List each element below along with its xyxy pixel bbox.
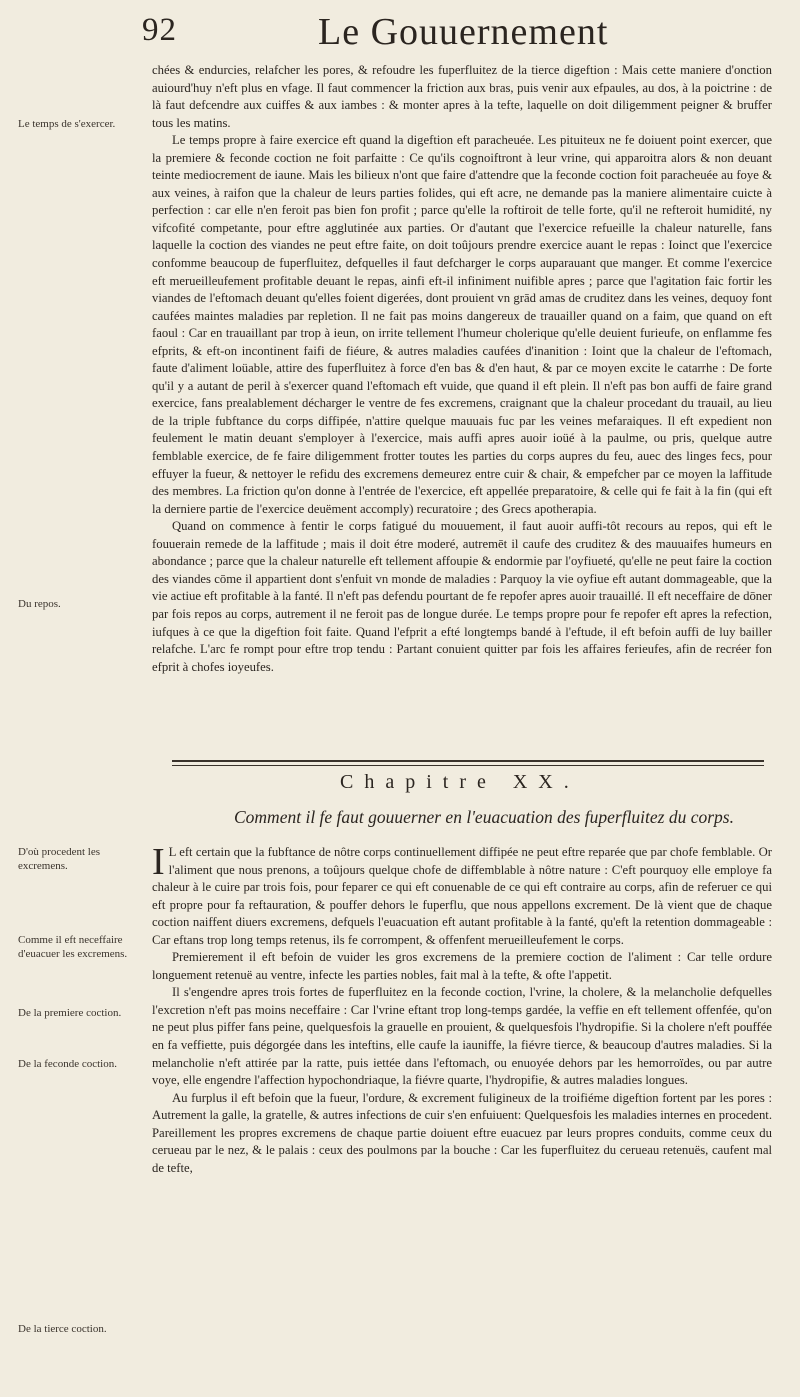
margin-note: D'où procedent les excremens.	[18, 846, 101, 872]
paragraph: Premierement il eft befoin de vuider les gros excremens de la premiere coction de l'aliment : Car telle ordure longuement retenuë au ventre, infecte les parties nobles, fait mal à la tefte, & ofte l'appetit.	[152, 950, 772, 982]
paragraph: chées & endurcies, relafcher les pores, & refoudre les fuperfluitez de la tierce digeftion : Mais cette maniere d'onction auiourd'huy n'eft plus en vfage. Il faut commencer la friction aux bras, puis venir aux efpaules, au dos, à la poictrine : de là faut defcendre aux cuiffes & aux iambes : & monter apres à la tefte, laquelle on doit diligemment peigner & bruffer tous les matins.	[152, 63, 772, 130]
drop-cap: I	[152, 841, 165, 883]
paragraph: Quand on commence à fentir le corps fatigué du mouuement, il faut auoir auffi-tôt recours au repos, qui eft le fouuerain remede de la laffitude ; mais il doit étre moderé, autremēt il caufe des cruditez & des mauuaifes humeurs en abondance ; parce que la chaleur naturelle eft tellement affoupie & endormie par l'oyfiueté, qu'elle ne peut faire la coction des viandes cōme il appartient dont s'enfuit vn monde de maladies : Parquoy la vie oyfiue eft autant dommageable, que la vie actiue eft profitable à la fanté. Il n'eft pas defendu pourtant de fe repofer apres auoir trauaillé. Il eft neceffaire de dōner par fois repos au corps, autrement il ne feroit pas de longue durée. Le temps propre pour fe repofer eft apres la refection, iufques à ce que la digeftion foit faite. Quand l'efprit a efté longtemps bandé à l'eftude, il eft befoin auffi de luy bailler relafche. L'arc fe rompt pour eftre trop tendu : Partant conuient quitter par fois les affaires ferieufes, afin de recréer fon efprit à chofes ioyeufes.	[152, 519, 772, 674]
running-title: Le Gouuernement	[318, 11, 609, 53]
margin-note: De la feconde coction.	[18, 1058, 117, 1070]
paragraph: Le temps propre à faire exercice eft quand la digeftion eft paracheuée. Les pituiteux ne fe doiuent point exercer, que la premiere & feconde coction ne foit parfaitte : Ce qu'ils cognoiftront à leur vrine, qui apparoitra alors & non deuant teinte mediocrement de iaune. Mais les bilieux n'ont que faire d'attendre que la feconde coction foit paracheuée au foye & aux veines, à raifon que la chaleur de leurs parties folides, qui eft acre, ne demande pas la maniere alimentaire cuicte à perfection : car elle n'en feroit pas bien fon profit ; parce qu'elle la roftiroit de telle forte, qu'il ne refteroit humidité, ny vifcofité competante, pour eftre agglutinée aux parties. Or d'autant que l'exercice refueille la chaleur naturelle, fans laquelle la coction des viandes ne peut eftre faite, on doit toûjours prendre exercice auant le repas : Ioinct que l'exercice confomme beaucoup de fuperfluitez, defquelles il faut defcharger le corps auparauant que manger. Et comme l'exercice eft merueilleufement profitable deuant le repas, ainfi eft-il infiniment nuifible apres ; parce que l'agitation faic fortir les viandes de l'eftomach deuant qu'elles foient digerées, dont prouient vn grād amas de cruditez dans les veines, dequoy font caufées maintes maladies par repletion. Il ne fait pas moins dangereux de trauailler quand on a faim, que quand on eft faoul : Car en trauaillant par trop à ieun, on irrite tellement l'humeur cholerique qu'elle deuient furieufe, on enflamme fes efprits, & eft-on incontinent faifi de fiéure, & autres maladies caufées d'inanition : Ioint que la chaleur de l'eftomach, faute d'aliment loüable, attire des fuperfluitez à force d'en bas & d'en haut, & par ce moyen excite le catarrhe : De forte qu'il y a autant de peril à s'exercer quand l'eftomach eft vuide, que quand il eft plein. Il n'eft pas bon auffi de faire grand exercice, fans prealablement décharger le ventre de fes excremens, craignant que la chaleur procedant du trauail, au lieu de la triple fubftance du corps diffipée, n'attire quelque mauuais fuc par les veines mefaraiques. Il eft expedient non feulement le matin deuant s'employer à l'exercice, mais auffi apres auoir ioüé à la paulme, ou pris, quelque autre femblable exercice, de fe faire diligemment frotter toutes les parties du corps aupres du feu, auec des linges fecs, pour effuyer la fueur, & nettoyer le refidu des excremens demeurez entre cuir & chair, & empefcher par ce moyen la laffitude des membres. La friction qu'on donne à l'entrée de l'exercice, eft appellée preparatoire, & celle qui fe fait à la fin (qui eft la derniere partie de l'exercice deuëment accomply) recuratoire ; des Grecs apotherapia.	[152, 133, 772, 516]
margin-note: Du repos.	[18, 598, 61, 610]
paragraph-text: L eft certain que la fubftance de nôtre corps continuellement diffipée ne peut eftre reparée que par chofe femblable. Or l'aliment que nous prenons, a toûjours quelque chofe de diffemblable à nôtre nature : C'eft pourquoy elle employe fa chaleur à le cuire par trois fois, pour feparer ce qui eft conuenable de ce qui eft contraire au corps, afin de referuer ce qui eft propre pour fa reftauration, & pouffer dehors le fuperflu, que nous appellons excrement. De là vient que de chaque coction naiffent diuers excremens, defquels l'euacuation eft autant profitable à la fanté, qu'eft la retention dommageable : Car eftans trop long temps retenus, ils fe corrompent, & offenfent merueilleufement le corps.	[152, 845, 772, 947]
body-text-section-2	[152, 841, 772, 1177]
body-text-section-1	[152, 62, 772, 676]
margin-note: De la tierce coction.	[18, 1323, 107, 1335]
paragraph: Au furplus il eft befoin que la fueur, l'ordure, & excrement fuligineux de la troifiéme digeftion fortent par les pores : Autrement la galle, la gratelle, & autres infections de cuir s'en enfuiuent: Quelquesfois les maladies internes en procedent. Pareillement les propres excremens de chaque partie doiuent eftre euacuez par leurs propres conduits, comme ceux du cerueau par le nez, & le palais : ceux des poulmons par la bouche : Car les fuperfluitez du cerueau retenuës, caufent mal de tefte,	[152, 1090, 772, 1175]
paragraph	[152, 841, 772, 949]
chapter-heading: Chapitre XX.	[340, 771, 580, 793]
paragraph: Il s'engendre apres trois fortes de fuperfluitez en la feconde coction, l'vrine, la cholere, & la melancholie defquelles l'excretion n'eft pas moins neceffaire : Car l'vrine eftant trop long-temps gardée, la veffie en eft tellement offenfée, qu'on ne peut plus piffer fans peine, quelquesfois la grauelle en prouient, & quelquesfois l'hydropifie. Si la cholere n'eft pouffée en fa veffiette, puis dégorgée dans les inteftins, elle caufe la iauniffe, la fiévre tierce, & beaucoup d'autres maladies. Si la melancholie n'eft attirée par la ratte, puis iettée dans l'eftomach, ou enuoyée dehors par les hemorroïdes, ou par autre voye, elle engendre l'affection hypochondriaque, la fiévre quarte, l'hydropifie, & autres maladies longues.	[152, 985, 772, 1088]
margin-note: De la premiere coction.	[18, 1007, 122, 1019]
divider-rule	[172, 760, 764, 762]
chapter-subtitle: Comment il fe faut gouuerner en l'euacuation des fuperfluitez du corps.	[234, 807, 734, 827]
margin-note: Le temps de s'exercer.	[18, 118, 116, 130]
page-header	[0, 8, 800, 52]
page-number: 92	[142, 12, 177, 48]
margin-note: Comme il eft neceffaire d'euacuer les excremens.	[18, 934, 128, 960]
divider-rule-thin	[172, 765, 764, 766]
